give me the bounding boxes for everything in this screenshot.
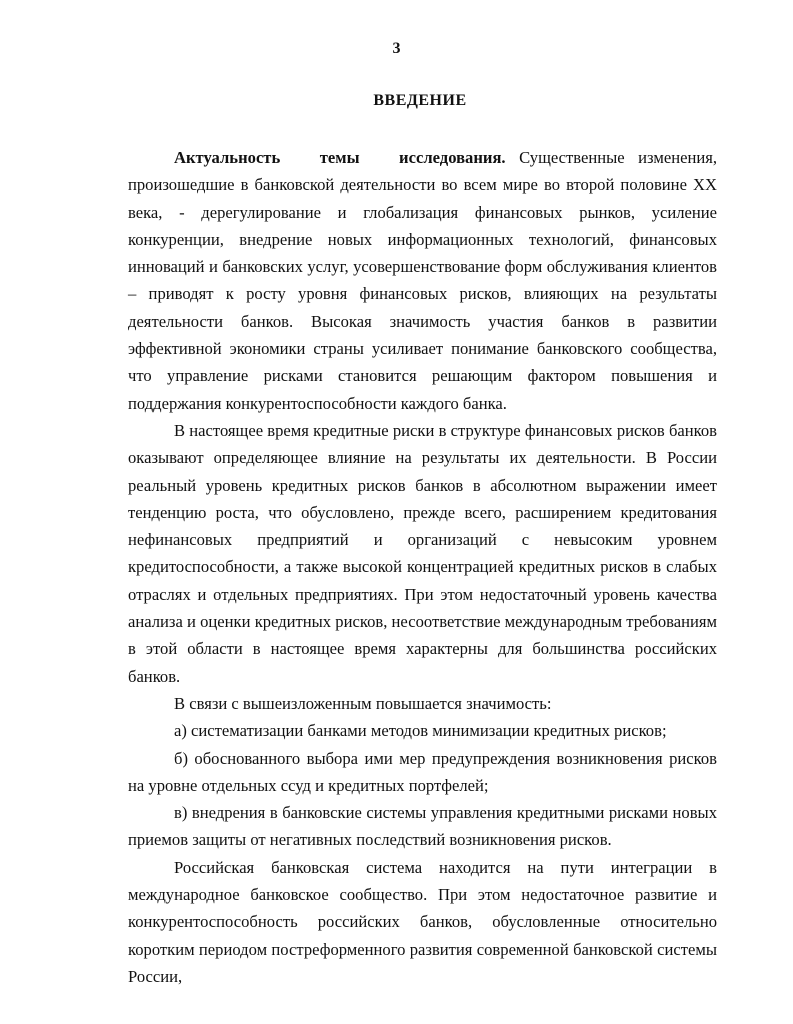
list-item-c: в) внедрения в банковские системы управления кредитными рисками новых приемов защиты от негативных последствий возникновения рисков. bbox=[128, 803, 717, 850]
document-body bbox=[128, 144, 717, 990]
list-item-b: б) обоснованного выбора ими мер предупреждения возникновения рисков на уровне отдельных ссуд и кредитных портфелей; bbox=[128, 748, 717, 795]
paragraph-relevance bbox=[128, 144, 717, 417]
paragraph-credit-risks: В настоящее время кредитные риски в структуре финансовых рисков банков оказывают определяющее влияние на результаты их деятельности. В России реальный уровень кредитных рисков банков в абсолютном выражении имеет тенденцию роста, что обусловлено, прежде всего, расширением кредитования нефинансовых предприятий и организаций с невысоким уровнем кредитоспособности, а также высокой концентрацией кредитных рисков в слабых отраслях и отдельных предприятиях. При этом недостаточный уровень качества анализа и оценки кредитных рисков, несоответствие международным требованиям в этой области в настоящее время характерны для большинства российских банков. bbox=[128, 420, 717, 686]
relevance-lead: Актуальность темы исследования. bbox=[174, 148, 506, 167]
relevance-text: Существенные изменения, произошедшие в банковской деятельности во всем мире во второй половине XX века, - дерегулирование и глобализация финансовых рынков, усиление конкуренции, внедрение новых информационных технологий, финансовых инноваций и банковских услуг, усовершенствование форм обслуживания клиентов – приводят к росту уровня финансовых рисков, влияющих на результаты деятельности банков. Высокая значимость участия банков в развитии эффективной экономики страны усиливает понимание банковского сообщества, что управление рисками становится решающим фактором повышения и поддержания конкурентоспособности каждого банка. bbox=[128, 148, 717, 413]
paragraph-integration: Российская банковская система находится на пути интеграции в международное банковское сообщество. При этом недостаточное развитие и конкурентоспособность российских банков, обусловленные относительно коротким периодом постреформенного развития современной банковской системы России, bbox=[128, 857, 717, 986]
page-number: 3 bbox=[392, 40, 401, 57]
list-item-a: а) систематизации банками методов минимизации кредитных рисков; bbox=[174, 721, 667, 741]
page-title: ВВЕДЕНИЕ bbox=[373, 92, 467, 109]
paragraph-significance: В связи с вышеизложенным повышается значимость: bbox=[174, 693, 552, 713]
